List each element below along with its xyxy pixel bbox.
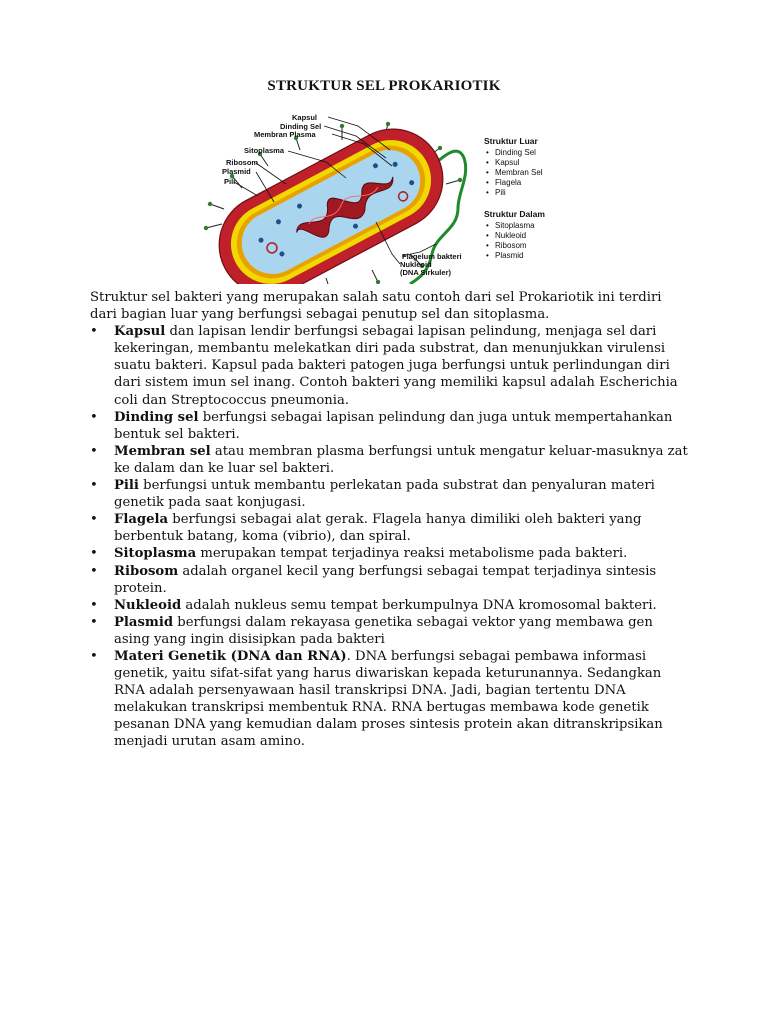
term: Sitoplasma — [114, 546, 197, 562]
cell-diagram — [196, 104, 566, 284]
description: dan lapisan lendir berfungsi sebagai lapisan pelindung, menjaga sel dari kekeringan, membantu melekatkan diri pada substrat, dan menunjukkan virulensi suatu bakteri. Kapsul pada bakteri patogen juga berfungsi untuk perlindungan diri dari sistem imun sel inang. Contoh bakteri yang memiliki kapsul adalah Escherichia coli dan Streptococcus pneumonia. — [114, 324, 678, 408]
intro-paragraph: Struktur sel bakteri yang merupakan salah satu contoh dari sel Prokariotik ini terdiri dari bagian luar yang berfungsi sebagai penutup sel dan sitoplasma. — [90, 290, 662, 323]
structure-list — [90, 323, 690, 750]
list-item — [90, 477, 690, 511]
legend-inner-list — [486, 221, 535, 260]
svg-text:•: • — [486, 168, 489, 177]
term: Flagela — [114, 512, 169, 528]
label-kapsul: Kapsul — [292, 113, 318, 122]
list-item — [90, 648, 690, 751]
list-item — [90, 511, 690, 545]
description: . DNA berfungsi sebagai pembawa informasi genetik, yaitu sifat-sifat yang harus diwariskan kepada keturunannya. Sedangkan RNA adalah persenyawaan hasil transkripsi DNA. Jadi, bagian tertentu DNA melakukan transkripsi membentuk RNA. RNA bertugas membawa kode genetik pesanan DNA yang kemudian dalam proses sintesis protein akan ditranskripsikan menjadi urutan asam amino. — [114, 648, 663, 750]
term: Pili — [114, 478, 139, 494]
bullet: • — [90, 443, 98, 459]
svg-text:•: • — [486, 251, 489, 260]
legend-inner-title: Struktur Dalam — [484, 209, 545, 219]
svg-text:•: • — [486, 178, 489, 187]
description: adalah nukleus semu tempat berkumpulnya DNA kromosomal bakteri. — [181, 597, 657, 613]
term: Materi Genetik (DNA dan RNA) — [114, 648, 347, 664]
legend-inner-item: Plasmid — [495, 251, 524, 260]
legend-outer-list — [486, 148, 543, 197]
list-item — [90, 409, 690, 443]
label-plasmid: Plasmid — [222, 167, 251, 176]
svg-text:•: • — [486, 231, 489, 240]
list-item — [90, 323, 690, 408]
label-sitoplasma: Sitoplasma — [244, 146, 285, 155]
list-item — [90, 563, 690, 597]
term: Nukleoid — [114, 597, 182, 613]
term: Membran sel — [114, 443, 211, 459]
term: Kapsul — [114, 324, 166, 340]
label-nukleoid: Nukleoid — [400, 260, 432, 269]
bullet: • — [90, 648, 98, 664]
legend-outer-item: Dinding Sel — [495, 148, 536, 157]
legend-outer-title: Struktur Luar — [484, 136, 538, 146]
legend-outer-item: Membran Sel — [495, 168, 543, 177]
svg-text:•: • — [486, 158, 489, 167]
bullet: • — [90, 512, 98, 528]
bullet: • — [90, 546, 98, 562]
term: Ribosom — [114, 563, 179, 579]
bullet: • — [90, 478, 98, 494]
list-item — [90, 443, 690, 477]
svg-text:•: • — [486, 221, 489, 230]
description: adalah organel kecil yang berfungsi sebagai tempat terjadinya sintesis protein. — [114, 563, 657, 596]
legend-inner-item: Ribosom — [495, 241, 527, 250]
label-dna-sirkuler: (DNA Sirkuler) — [400, 268, 451, 277]
bullet: • — [90, 324, 98, 340]
description: merupakan tempat terjadinya reaksi metabolisme pada bakteri. — [196, 546, 628, 562]
description: berfungsi sebagai alat gerak. Flagela hanya dimiliki oleh bakteri yang berbentuk batang, koma (vibrio), dan spiral. — [114, 512, 642, 545]
label-membran-plasma: Membran Plasma — [254, 130, 316, 139]
list-item — [90, 614, 690, 648]
svg-text:•: • — [486, 241, 489, 250]
label-flagelum: Flagelum bakteri — [402, 252, 462, 261]
bullet: • — [90, 614, 98, 630]
description: berfungsi dalam rekayasa genetika sebagai vektor yang membawa gen asing yang ingin disisipkan pada bakteri — [114, 614, 653, 647]
bullet: • — [90, 563, 98, 579]
legend-outer-item: Kapsul — [495, 158, 520, 167]
prokaryote-cell-figure — [196, 104, 566, 284]
body-text — [90, 289, 690, 751]
list-item — [90, 597, 690, 614]
legend-outer-item: Pili — [495, 188, 506, 197]
label-ribosom: Ribosom — [226, 158, 259, 167]
description: atau membran plasma berfungsi untuk mengatur keluar-masuknya zat ke dalam dan ke luar sel bakteri. — [114, 443, 688, 476]
label-pili: Pili — [224, 177, 236, 186]
list-item — [90, 545, 690, 562]
legend-inner-item: Nukleoid — [495, 231, 527, 240]
bullet: • — [90, 597, 98, 613]
svg-text:•: • — [486, 188, 489, 197]
term: Plasmid — [114, 614, 174, 630]
page-title: STRUKTUR SEL PROKARIOTIK — [267, 78, 501, 94]
legend-inner-item: Sitoplasma — [495, 221, 535, 230]
description: berfungsi untuk membantu perlekatan pada substrat dan penyaluran materi genetik pada saat konjugasi. — [114, 478, 655, 511]
legend-outer-item: Flagela — [495, 178, 522, 187]
bullet: • — [90, 409, 98, 425]
svg-text:•: • — [486, 148, 489, 157]
term: Dinding sel — [114, 409, 199, 425]
label-dinding-sel: Dinding Sel — [280, 122, 322, 131]
description: berfungsi sebagai lapisan pelindung dan juga untuk mempertahankan bentuk sel bakteri. — [114, 409, 673, 442]
